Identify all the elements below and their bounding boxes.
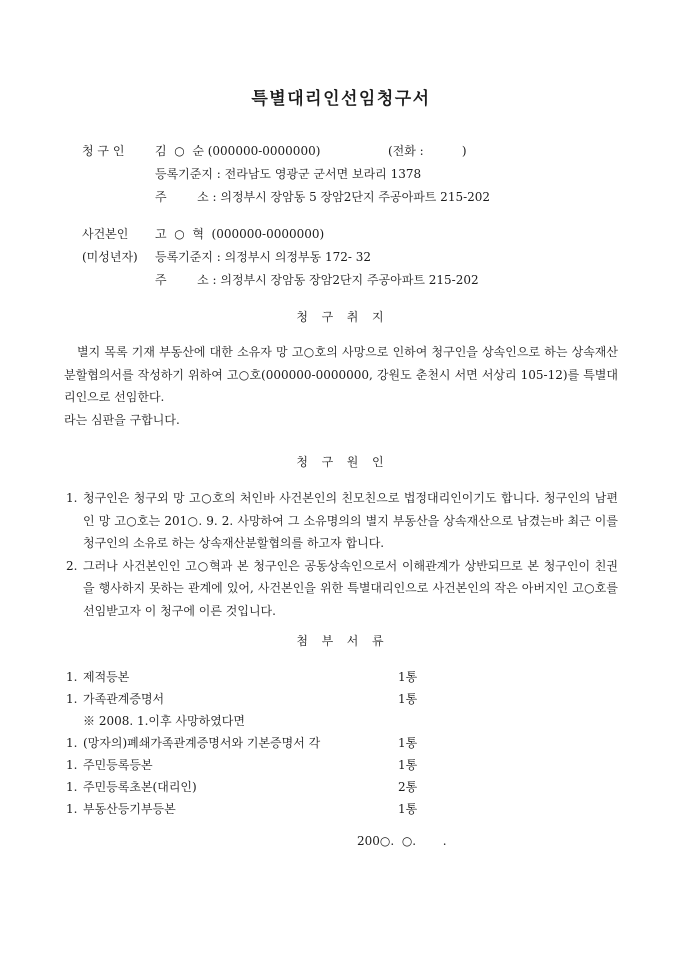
attachment-count: 1통 [398, 802, 418, 816]
attachment-row [64, 798, 618, 820]
grounds-item [64, 487, 618, 555]
attachment-name: 주민등록초본(대리인) [83, 780, 197, 794]
subject-name-row [82, 223, 618, 246]
petitioner-address-line: 주 소 : 의정부시 장암동 5 장암2단지 주공아파트 215-202 [155, 190, 491, 204]
attachment-row [64, 732, 618, 754]
attachment-note: ※ 2008. 1.이후 사망하였다면 [83, 714, 245, 728]
petitioner-role-label: 청 구 인 [82, 144, 125, 158]
petitioner-name-row [82, 140, 618, 163]
attachments-heading: 첨 부 서 류 [296, 634, 386, 648]
attachments-list [64, 666, 618, 820]
petitioner-name: 김 ○ 순 (000000-0000000) [155, 144, 321, 158]
attachment-name: 가족관계증명서 [83, 692, 165, 706]
attachment-count: 2통 [398, 780, 418, 794]
attachment-row [64, 754, 618, 776]
subject-block [82, 223, 618, 292]
purpose-heading: 청 구 취 지 [296, 310, 386, 324]
attachment-number: 1. [66, 736, 78, 750]
purpose-closing: 라는 심판을 구합니다. [64, 412, 180, 427]
attachment-name: 제적등본 [83, 670, 130, 684]
attachment-name: 부동산등기부등본 [83, 802, 176, 816]
subject-address-line: 주 소 : 의정부시 장암동 장암2단지 주공아파트 215-202 [155, 273, 479, 287]
grounds-list [64, 487, 618, 622]
grounds-item-number: 2. [66, 558, 78, 573]
purpose-body: 별지 목록 기재 부동산에 대한 소유자 망 고○호의 사망으로 인하여 청구인을 상속인으로 하는 상속재산분할협의서를 작성하기 위하여 고○호(000000-0000000, 강원도 춘천시 서면 서상리 105-12)를 특별대리인으로 선임한다. [64, 345, 618, 404]
document-date: 200○. ○. . [357, 834, 447, 848]
grounds-item-number: 1. [66, 491, 78, 505]
petitioner-block [82, 140, 618, 209]
attachment-note-row [64, 710, 618, 732]
attachment-number: 1. [66, 670, 78, 684]
grounds-item [64, 555, 618, 623]
attachment-count: 1통 [398, 736, 418, 750]
attachment-count: 1통 [398, 670, 418, 684]
attachment-name: 주민등록등본 [83, 758, 153, 772]
petitioner-registry-line: 등록기준지 : 전라남도 영광군 군서면 보라리 1378 [155, 167, 422, 181]
attachment-number: 1. [66, 802, 78, 816]
grounds-item-text: 청구인은 청구외 망 고○호의 처인바 사건본인의 친모친으로 법정대리인이기도 합니다. 청구인의 남편인 망 고○호는 201○. 9. 2. 사망하여 그 소유명의의 별지 부동산을 상속재산으로 남겼는바 최근 이를 청구인의 소유로 하는 상속재산분할협의를 하고자 합니다. [83, 491, 618, 550]
grounds-item-text: 그러나 사건본인인 고○혁과 본 청구인은 공동상속인으로서 이해관계가 상반되므로 본 청구인이 친권을 행사하지 못하는 관계에 있어, 사건본인을 위한 특별대리인으로 사건본인의 작은 아버지인 고○호를 선임받고자 이 청구에 이른 것입니다. [83, 558, 618, 618]
attachment-count: 1통 [398, 758, 418, 772]
attachment-count: 1통 [398, 692, 418, 706]
attachment-number: 1. [66, 692, 78, 706]
petitioner-registry-row [82, 163, 618, 186]
document-title: 특별대리인선임청구서 [251, 89, 431, 109]
subject-registry-line: 등록기준지 : 의정부시 의정부동 172- 32 [155, 250, 372, 264]
petitioner-phone: (전화 : ) [388, 144, 467, 158]
attachment-row [64, 666, 618, 688]
subject-name: 고 ○ 혁 (000000-0000000) [155, 227, 325, 241]
attachment-number: 1. [66, 780, 78, 794]
subject-address-row [82, 269, 618, 292]
subject-registry-row [82, 246, 618, 269]
attachment-name: (망자의)폐쇄가족관계증명서와 기본증명서 각 [83, 736, 321, 750]
grounds-heading: 청 구 원 인 [296, 455, 386, 469]
petitioner-address-row [82, 186, 618, 209]
attachment-row [64, 776, 618, 798]
attachment-row [64, 688, 618, 710]
subject-role-sublabel: (미성년자) [82, 250, 138, 264]
subject-role-label: 사건본인 [82, 227, 129, 241]
attachment-number: 1. [66, 758, 78, 772]
